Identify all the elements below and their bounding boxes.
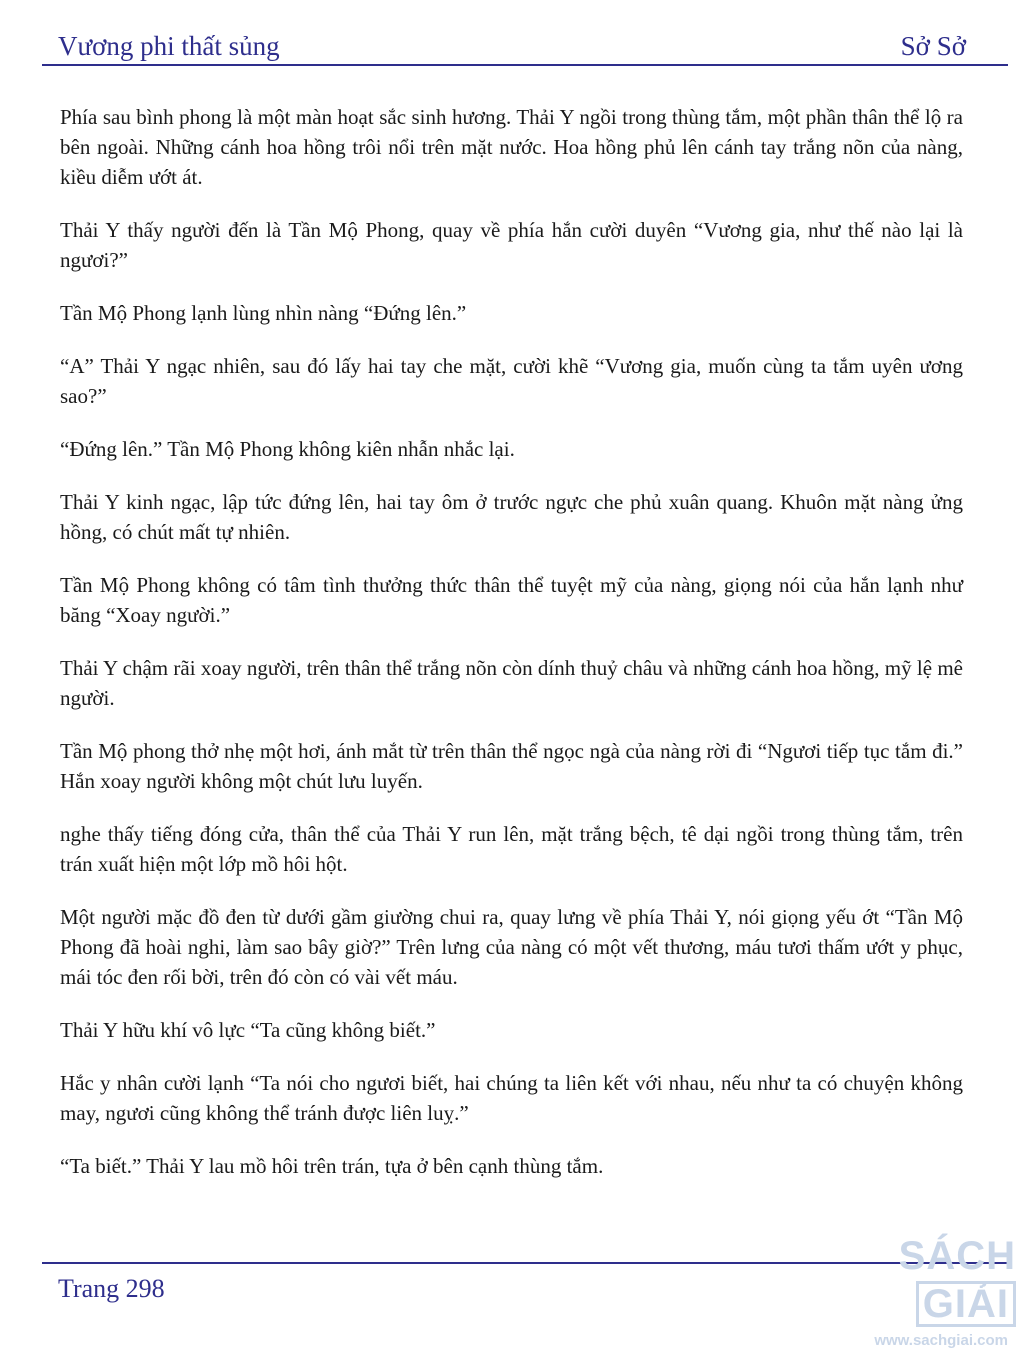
book-author: Sở Sở [900,31,966,61]
paragraph: Hắc y nhân cười lạnh “Ta nói cho ngươi biết, hai chúng ta liên kết với nhau, nếu như ta có chuyện không may, ngươi cũng không thể tránh được liên luỵ.” [60,1071,963,1125]
paragraph: nghe thấy tiếng đóng cửa, thân thể của Thải Y run lên, mặt trắng bệch, tê dại ngồi trong thùng tắm, trên trán xuất hiện một lớp mồ hôi hột. [60,822,963,876]
paragraph: Thải Y hữu khí vô lực “Ta cũng không biết.” [60,1018,436,1042]
paragraph: Một người mặc đồ đen từ dưới gầm giường chui ra, quay lưng về phía Thải Y, nói giọng yếu ớt “Tần Mộ Phong đã hoài nghi, làm sao bây giờ?” Trên lưng của nàng có một vết thương, máu tươi thấm ướt y phục, mái tóc đen rối bời, trên đó còn có vài vết máu. [60,905,963,989]
page-body [60,102,963,1204]
paragraph: “Ta biết.” Thải Y lau mồ hôi trên trán, tựa ở bên cạnh thùng tắm. [60,1154,604,1178]
header-divider [42,64,1008,66]
paragraph: “A” Thải Y ngạc nhiên, sau đó lấy hai tay che mặt, cười khẽ “Vương gia, muốn cùng ta tắm uyên ương sao?” [60,354,963,408]
page-header [58,22,966,62]
paragraph: Phía sau bình phong là một màn hoạt sắc sinh hương. Thải Y ngồi trong thùng tắm, một phần thân thể lộ ra bên ngoài. Những cánh hoa hồng trôi nổi trên mặt nước. Hoa hồng phủ lên cánh tay trắng nõn của nàng, kiều diễm ướt át. [60,105,963,189]
paragraph: “Đứng lên.” Tần Mộ Phong không kiên nhẫn nhắc lại. [60,437,515,461]
watermark [816,1232,1016,1349]
paragraph: Tần Mộ Phong lạnh lùng nhìn nàng “Đứng lên.” [60,301,467,325]
watermark-url: www.sachgiai.com [874,1332,1008,1349]
paragraph: Tần Mộ Phong không có tâm tình thưởng thức thân thể tuyệt mỹ của nàng, giọng nói của hắn lạnh như băng “Xoay người.” [60,573,963,627]
paragraph: Thải Y chậm rãi xoay người, trên thân thể trắng nõn còn dính thuỷ châu và những cánh hoa hồng, mỹ lệ mê người. [60,656,963,710]
watermark-logo [816,1232,1016,1328]
page-number: Trang 298 [58,1274,165,1303]
paragraph: Tần Mộ phong thở nhẹ một hơi, ánh mắt từ trên thân thể ngọc ngà của nàng rời đi “Ngươi tiếp tục tắm đi.” Hắn xoay người không một chút lưu luyến. [60,739,963,793]
paragraph: Thải Y thấy người đến là Tần Mộ Phong, quay về phía hắn cười duyên “Vương gia, như thế nào lại là ngươi?” [60,218,963,272]
watermark-logo-right: GIẢI [916,1281,1016,1327]
book-title: Vương phi thất sủng [58,31,280,61]
watermark-logo-left: SÁCH [898,1234,1016,1278]
paragraph: Thải Y kinh ngạc, lập tức đứng lên, hai tay ôm ở trước ngực che phủ xuân quang. Khuôn mặt nàng ửng hồng, có chút mất tự nhiên. [60,490,963,544]
